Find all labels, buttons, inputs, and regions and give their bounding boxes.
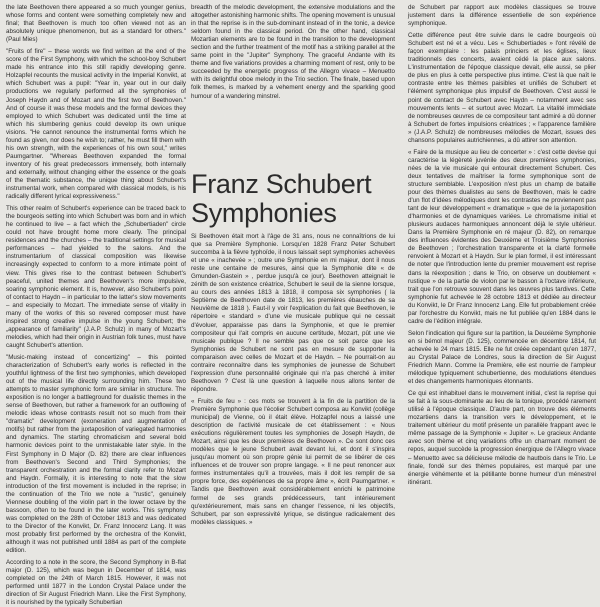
paragraph: « Fruits de feu » : ces mots se trouvent à la fin de la partition de la Première Symphonie que l'écolier Schubert composa au Konvikt (collège municipal) de Vienne, où il était élève. Holzapfel nous a laissé une description de l'activité musicale de cet établissement : « Nous exécutions régulièrement toutes les symphonies de Joseph Haydn, de Mozart, ainsi que les deux premières de Beethoven ». Ce sont donc ces modèles que le jeune Schubert avait devant lui, et dont il s'inspira jusqu'au moment où son propre génie lui permit de se libérer de ces influences et de trouver son propre langage. « Il ne peut renoncer aux formes instrumentales qu'il a trouvées, mais il doit les remplir de sa propre force, des expériences de sa propre âme », écrit Paumgartner. « Tandis que Beethoven avait considérablement enrichi le patrimoine formel de ses grands prédécesseurs, tant intérieurement qu'extérieurement, mais sans en changer l'essence, ni les objectifs, Schubert, par son expressivité lyrique, se distingue radicalement des modèles classiques. » — [191, 397, 395, 526]
paragraph: Si Beethoven était mort à l'âge de 31 ans, nous ne connaîtrions de lui que sa Première Symphonie. Lorsqu'en 1828 Franz Peter Schubert succomba à la fièvre typhoïde, il nous laissait sept symphonies achevées et une « inachevée » ; outre une Symphonie en mi majeur, dont il nous reste une centaine de mesures, ainsi que la Symphonie dite « de Gmunden-Gastein » , perdue jusqu'à ce jour). Beethoven atteignait le zénith de son existence créatrice, Schubert le seuil de la sienne lorsque, au cours des années 1813 à 1818, il composa six symphonies ( la Septième de Beethoven date de 1813, les premières ébauches de sa Neuvième de 1818 ). Faut-il y voir l'explication du fait que Beethoven, le répertoire « standard » d'une vie musicale publique qui ne cessait d'évoluer, apparaisse pas dans la Symphonie, et que le premier compositeur qui l'ait compris en aucune certitude, Mozart, pût une vie musicale publique ? Il ne semble pas que ce soit parce que les Symphonies de Schubert ne sont pas en mesure de supporter la comparaison avec celles de Mozart et de Haydn. – Ne pourrait-on au contraire reconnaître dans les symphonies de jeunesse de Schubert l'expression d'une personnalité originale qui n'a pas cherché à imiter Beethoven ? C'est là une question à laquelle nous allons tenter de répondre. — [191, 233, 395, 393]
paragraph: According to a note in the score, the Second Symphony in B-flat major (D. 125), which was begun in December of 1814, was completed on the 24th of March 1815. However, it was not performed until 1877 in the London Crystal Palace under the direction of Sir August Friedrich Mann. Like the First Symphony, it is nourished by the typically Schubertian — [6, 559, 186, 607]
english-text-column-middle — [191, 4, 395, 122]
paragraph: This other realm of Schubert's experience can be traced back to the bourgeois setting into which Schubert was born and in which he continued to live – a fact which the „Schubertiaden" circle could not have brought home more clearly. The principal residences and the churches – the traditional settings for musical performances – had yielded to the salons. And the instrumentarium of classical composition was likewise increasingly expected to conform to a more intimate point of view. This gives rise to the contrast between Schubert's peaceful, united themes and Beethoven's more impulsive, soaring symphonic element. It is, however, also Schubert's point of contact to Haydn – in particular to the latter's slow movements – and especially to Mozart. The immediate sense of vitality in many of the works of this so revered composer must have inspired strong creative impulse in the young Schubert; the „appearance of familiarity" (J.A.P. Schulz) in many of Mozart's melodies, which had their origin in Austrian folk tunes, must have caught Schubert's attention. — [6, 205, 186, 349]
paragraph: « Faire de la musique au lieu de concerter » : c'est cette devise qui caractérise la légèreté juvénile des deux premières symphonies, nées de la vie musicale qui entourait directement Schubert. Ces deux tentatives de maîtriser la forme symphonique sont de structure semblable. L'exposition n'est plus un champ de bataille pour des thèmes dualistes au sens de Beethoven, mais le cadre d'un flot d'idées mélodiques dont les contrastes ne proviennent pas tant de leur développement « dramatique » que de la juxtaposition d'harmonies et de dynamiques variées. Le chromatisme initial et plusieurs audaces harmoniques annoncent déjà le style ultérieur. Dans la Première Symphonie en ré majeur (D. 82), on remarque des influences évidentes des Deuxième et Troisième Symphonies de Beethoven ; l'orchestration transparente et la clarté formelle renvoient à Mozart et à Haydn. Sur le plan formel, il est intéressant de noter que l'introduction lente du premier mouvement est reprise dans la réexposition ; dans le Trio, on observe un doublement « rustique » de la partie de violon par le basson à l'octave inférieure, trait que l'on retrouve souvent dans les œuvres plus tardives. Cette symphonie fut achevée le 28 octobre 1813 et dédiée au directeur du Konvikt, le Dr Franz Innocenz Lang. Elle fut probablement créée par l'orchestre du Konvikt, mais ne fut publiée qu'en 1884 dans le cadre de l'édition intégrale. — [408, 148, 596, 325]
english-text-column-left — [6, 4, 186, 607]
paragraph: "Fruits of fire" – these words we find written at the end of the score of the First Symphony, with which the school-boy Schubert made his entrance into this still rapidly developing genre. Holzapfel recounts the musical activity in the Imperial Konvikt, at which Schubert was a pupil: "Year in, year out in our daily productions we regularly performed all the symphonies of Joseph Haydn and of Mozart and the first two of Beethoven." And of course it was these models and the formal devices they employed to which Schubert was dedicated until the time at which his slumbering genius could develop its own unique visions. "He cannot renounce the instrumental forms which he found as given, nor does he wish to; rather, he must fill them with his own strength, with the experiences of his own soul," writes Paumgartner. "Whereas Beethoven expanded the formal inventory of his great predecessors immensely, both internally and externally, without changing either the essence or the goals of the thematic substance, the unique thing about Schubert's instrumental work, when compared with classical models, is his radically different lyrical expressiveness." — [6, 48, 186, 201]
paragraph: the late Beethoven there appeared a so much younger genius, whose forms and content were something completely new and final; that Beethoven is much too often viewed not as an absolutely unique phenomenon, but as a standard for others." (Paul Mies) — [6, 4, 186, 44]
paragraph: "Music-making instead of concertizing" – this pointed characterization of Schubert's early works is reflected in the youthful lightness of the first two symphonies, which developed out of the musical life directly surrounding him. These two attempts to master symphonic form are similar in structure. The exposition is no longer a battleground for dualistic themes in the sense of Beethoven, but rather a framework for an outflowing of melodic ideas whose contrasts result not so much from their "dramatic" development (exoneration and augmentation of motifs) but rather from the juxtaposition of variegated harmonies and dynamics. The starting chromaticism and several bold harmonic devices point to the unmistakable later style. In the First Symphony in D Major (D. 82) there are clear influences from Beethoven's Second and Third Symphonies; the transparent orchestration and the formal clarity refer to Mozart and Haydn. Formally, it is interesting to note that the slow introduction of the first movement is included in the reprise; in the continuation of the Trio we note a "rustic", genuinely Viennese doubling of the violin part in the lower octave by the bassoon, often to be found in the later works. This symphony was completed on the 28th of October 1813 and was dedicated to the Director of the Konvikt, Dr. Franz Innocenz Lang. It was most probably first performed by the orchestra of the Konvikt, although it was not published until 1884 as part of the complete edition. — [6, 353, 186, 555]
paragraph: de Schubert par rapport aux modèles classiques se trouve justement dans la différence essentielle de son expérience symphonique. — [408, 4, 596, 28]
title-composer: Franz Schubert — [191, 169, 372, 199]
french-text-column-right — [408, 4, 596, 582]
page-title — [191, 170, 401, 228]
paragraph: breadth of the melodic development, the extensive modulations and the altogether astonishing harmonic shifts. The opening movement is unusual in that the reprise is in the sub-dominant instead of in the tonic, a device seldom found in the classical period. On the other hand, classical Mozartian elements are to be found in the transition to the development section and the further treatment of the motif has a striking parallel at the same point in the "Jupiter" Symphony. The graceful Andante with its theme and five variations provides a charming moment of rest, only to be succeeded by the energetic progress of the Allegro vivace – Menuetto with its delightful oboe melody in the Trio section. The finale, based upon folk themes, is marked by a vehement energy and the sparkling good humour of a wandering minstrel. — [191, 4, 395, 100]
paragraph: Selon l'indication qui figure sur la partition, la Deuxième Symphonie en si bémol majeur (D. 125), commencée en décembre 1814, fut achevée le 24 mars 1815. Elle ne fut créée cependant qu'en 1877, au Crystal Palace de Londres, sous la direction de Sir August Friedrich Mann. Comme la Première, elle est nourrie de l'ampleur mélodique typiquement schubertienne, des modulations étendues et des changements harmoniques étonnants. — [408, 329, 596, 386]
title-work: Symphonies — [191, 198, 337, 228]
french-text-column-middle — [191, 233, 395, 582]
paragraph: Ce qui est inhabituel dans le mouvement initial, c'est la reprise qui se fait à la sous-dominante au lieu de la tonique, procédé rarement utilisé à l'époque classique. D'autre part, on trouve des éléments mozartiens dans la transition vers le développement, et le traitement ultérieur du motif présente un parallèle frappant avec le même passage de la Symphonie « Jupiter ». Le gracieux Andante avec son thème et cinq variations offre un charmant moment de repos, auquel succède la progression énergique de l'Allegro vivace – Menuetto avec sa délicieuse mélodie de hautbois dans le Trio. Le finale, fondé sur des thèmes populaires, est marqué par une énergie véhémente et la pétillante bonne humeur d'un ménestrel itinérant. — [408, 390, 596, 486]
paragraph: Cette différence peut être suivie dans le cadre bourgeois où Schubert est né et a vécu. Les « Schubertiades » l'ont révélé de façon exemplaire : les palais princiers et les églises, lieux traditionnels des concerts, avaient cédé la place aux salons. L'instrumentation de l'époque classique devait, elle aussi, se plier de plus en plus à cette perspective plus intime. C'est là que naît le contraste entre les thèmes paisibles et unifiés de Schubert et l'élément symphonique plus impulsif de Beethoven. C'est aussi le point de contact de Schubert avec Haydn – notamment avec ses mouvements lents – et surtout avec Mozart. La vitalité immédiate de nombreuses œuvres de ce compositeur tant admiré a dû donner à Schubert de fortes impulsions créatrices ; « l'apparence familière » (J.A.P. Schulz) de nombreuses mélodies de Mozart, issues des chansons populaires autrichiennes, a dû attirer son attention. — [408, 32, 596, 144]
